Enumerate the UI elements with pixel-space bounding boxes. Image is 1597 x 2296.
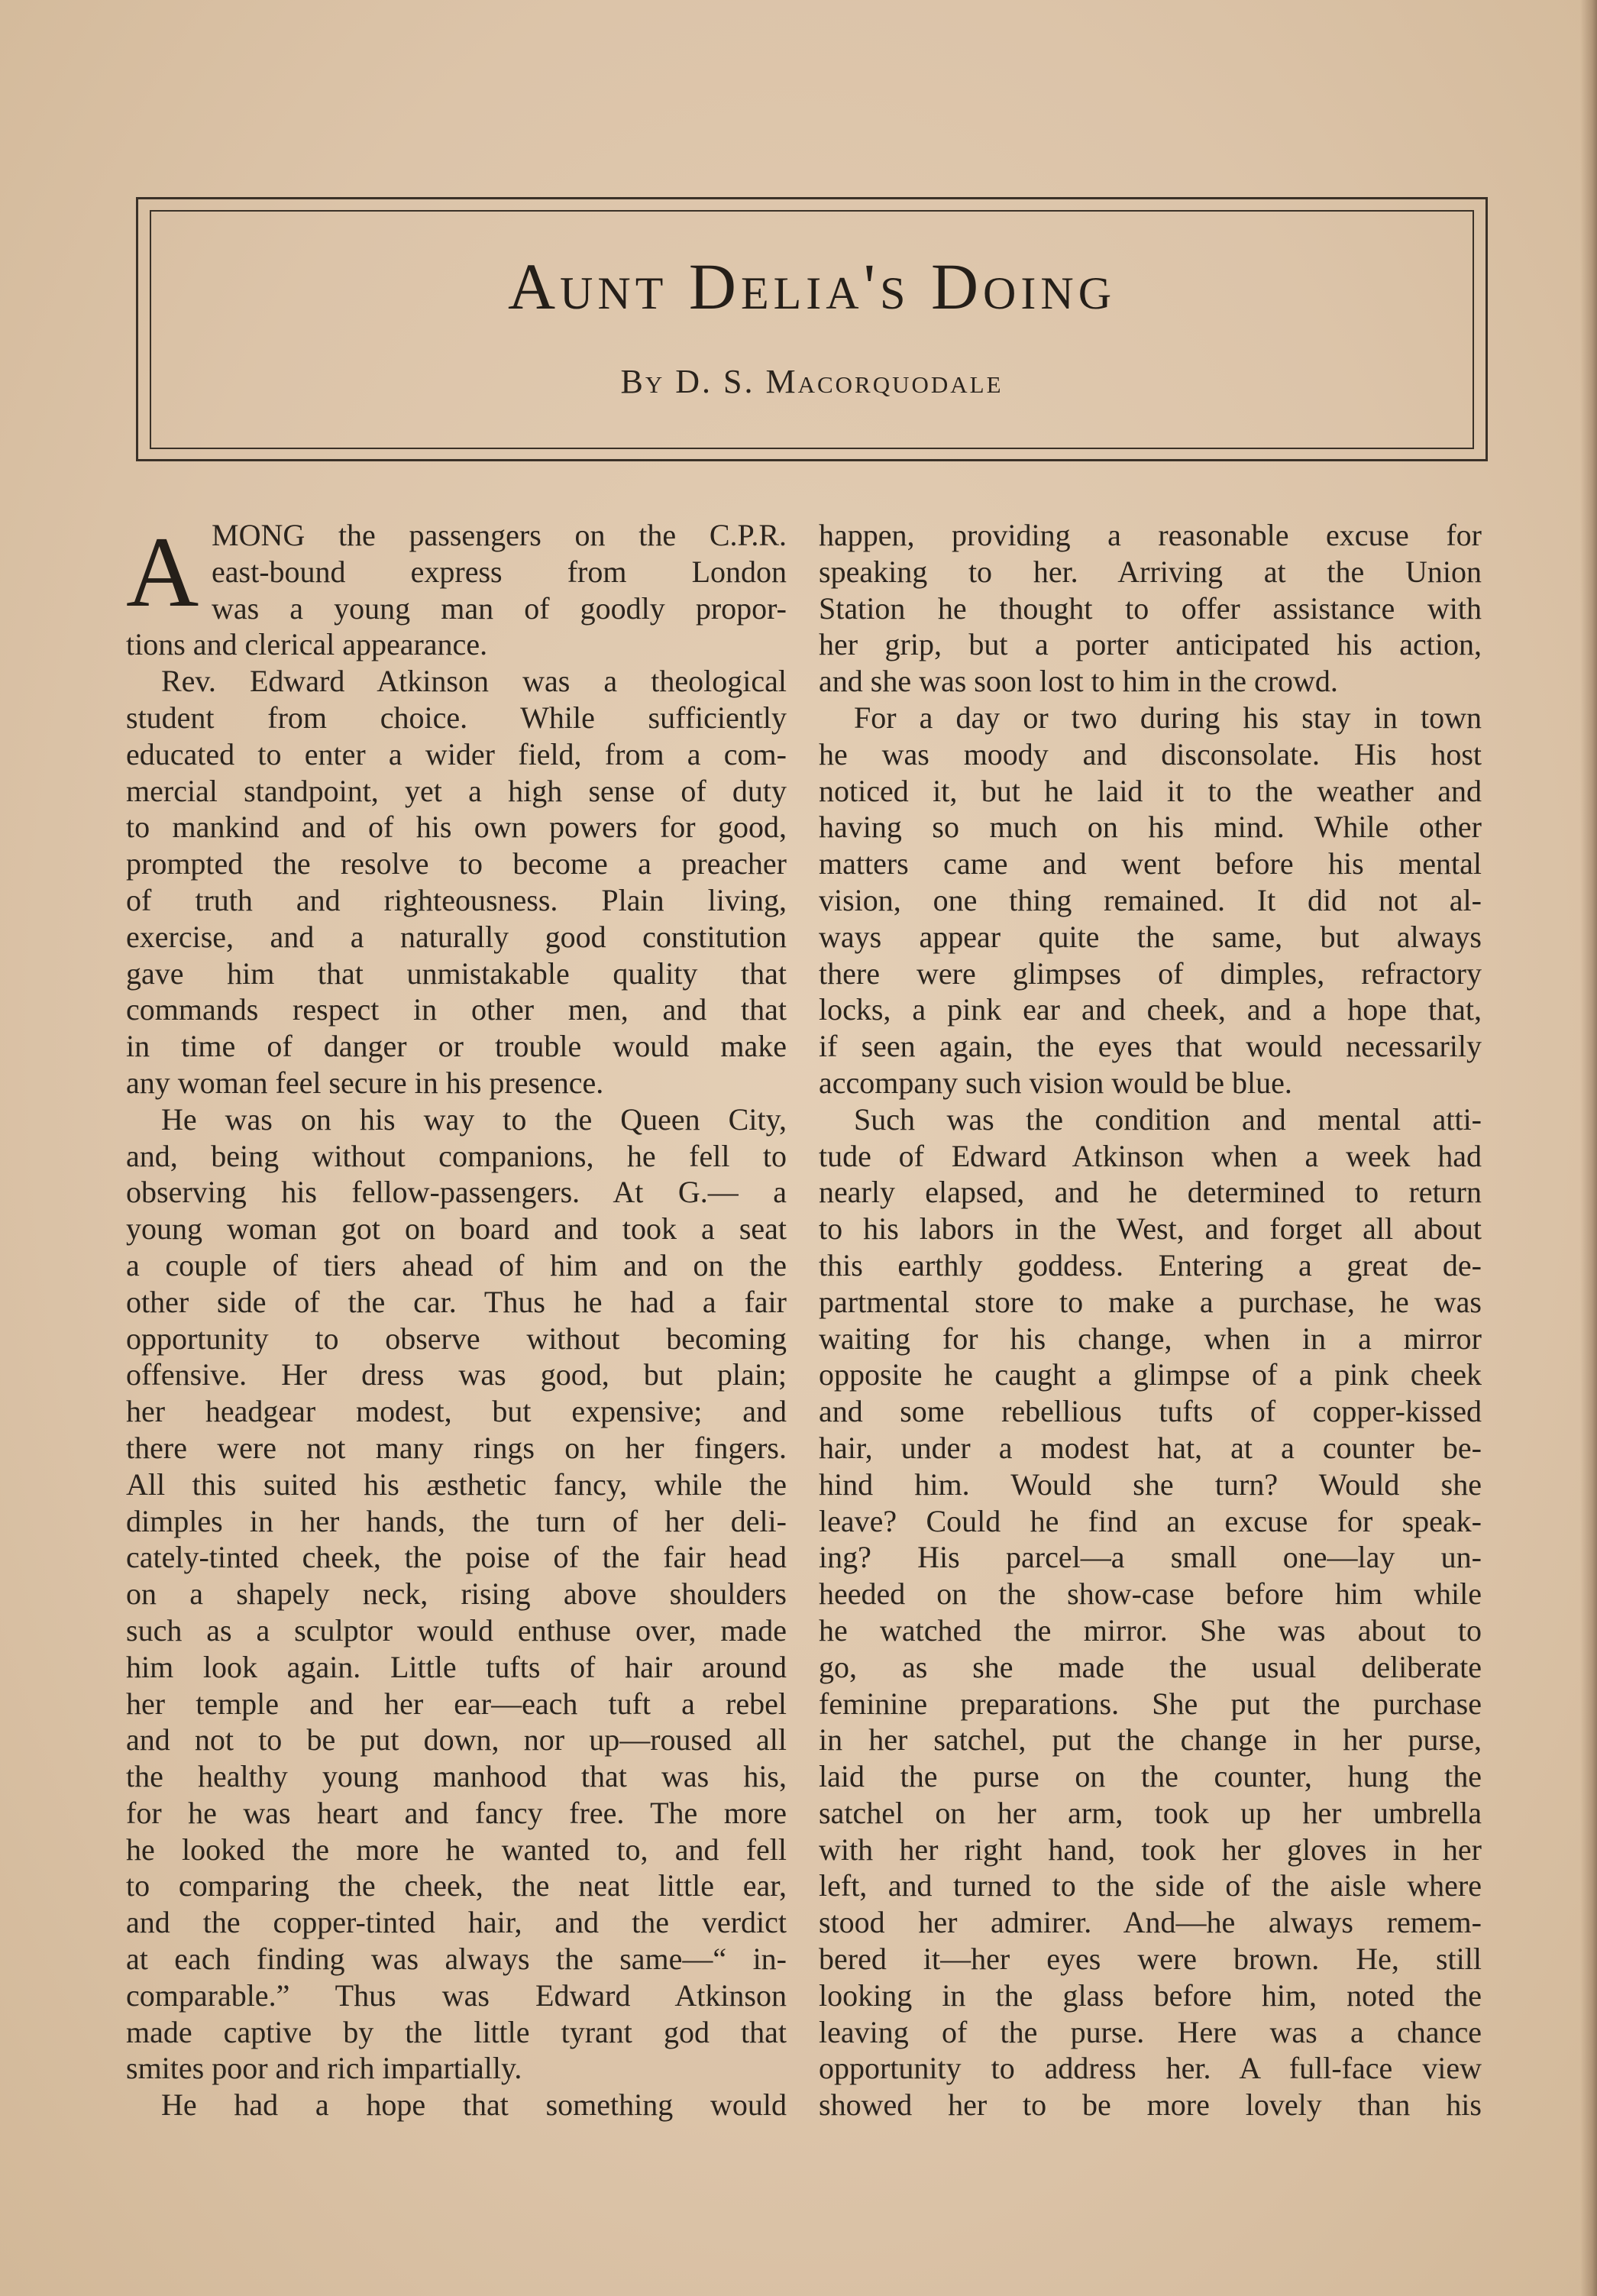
text-line: feminine preparations. She put the purchase xyxy=(819,1686,1482,1721)
text-line: observing his fellow-passengers. At G.— a xyxy=(126,1175,787,1210)
text-line: hind him. Would she turn? Would she xyxy=(819,1467,1482,1502)
text-line: MONG the passengers on the C.P.R. xyxy=(212,518,787,552)
text-line: east-bound express from London xyxy=(212,554,787,589)
text-line: leaving of the purse. Here was a chance xyxy=(819,2014,1482,2049)
text-line: in time of danger or trouble would make xyxy=(126,1029,787,1064)
text-line: leave? Could he find an excuse for speak- xyxy=(819,1503,1482,1538)
text-line: he looked the more he wanted to, and fell xyxy=(126,1832,787,1867)
text-line: for he was heart and fancy free. The more xyxy=(126,1795,787,1830)
text-line: Rev. Edward Atkinson was a theological xyxy=(161,664,787,699)
text-line: go, as she made the usual deliberate xyxy=(819,1649,1482,1684)
text-line: laid the purse on the counter, hung the xyxy=(819,1759,1482,1794)
text-line: on a shapely neck, rising above shoulders xyxy=(126,1576,787,1612)
text-line: and, being without companions, he fell to xyxy=(126,1138,787,1173)
text-line: He had a hope that something would xyxy=(161,2087,787,2123)
text-line: ways appear quite the same, but always xyxy=(819,919,1482,954)
text-line: opportunity to address her. A full-face view xyxy=(819,2051,1482,2086)
text-line: young woman got on board and took a seat xyxy=(126,1211,787,1247)
text-line: ing? His parcel—a small one—lay un- xyxy=(819,1540,1482,1575)
page-edge-shadow xyxy=(1580,0,1597,2296)
text-line: this earthly goddess. Entering a great de- xyxy=(819,1247,1482,1282)
text-line: left, and turned to the side of the aisle where xyxy=(819,1868,1482,1903)
text-line: in her satchel, put the change in her purse, xyxy=(819,1722,1482,1758)
text-line: if seen again, the eyes that would necessarily xyxy=(819,1029,1482,1064)
text-line: made captive by the little tyrant god that xyxy=(126,2014,787,2049)
text-line: her headgear modest, but expensive; and xyxy=(126,1394,787,1429)
text-line: to mankind and of his own powers for good, xyxy=(126,810,787,845)
text-line: a couple of tiers ahead of him and on the xyxy=(126,1247,787,1282)
text-line: the healthy young manhood that was his, xyxy=(126,1759,787,1794)
text-line: commands respect in other men, and that xyxy=(126,992,787,1027)
text-line: other side of the car. Thus he had a fair xyxy=(126,1284,787,1319)
text-line: nearly elapsed, and he determined to return xyxy=(819,1175,1482,1210)
text-line: waiting for his change, when in a mirror xyxy=(819,1321,1482,1356)
text-line: of truth and righteousness. Plain living, xyxy=(126,882,787,917)
text-line: to his labors in the West, and forget all about xyxy=(819,1211,1482,1247)
text-line: and she was soon lost to him in the crowd. xyxy=(819,664,1338,699)
text-line: prompted the resolve to become a preacher xyxy=(126,846,787,881)
text-line: bered it—her eyes were brown. He, still xyxy=(819,1942,1482,1977)
text-line: speaking to her. Arriving at the Union xyxy=(819,554,1482,589)
text-line: showed her to be more lovely than his xyxy=(819,2087,1482,2123)
article-title: Aunt Delia's Doing xyxy=(507,250,1117,323)
text-line: and some rebellious tufts of copper-kissed xyxy=(819,1394,1482,1429)
text-line: vision, one thing remained. It did not al- xyxy=(819,882,1482,917)
text-line: at each finding was always the same—“ in- xyxy=(126,1942,787,1977)
text-line: he watched the mirror. She was about to xyxy=(819,1612,1482,1648)
text-column-right xyxy=(819,517,1482,2123)
article-byline: By D. S. Macorquodale xyxy=(620,363,1004,400)
text-line: accompany such vision would be blue. xyxy=(819,1065,1292,1100)
text-line: He was on his way to the Queen City, xyxy=(161,1101,787,1137)
text-line: Such was the condition and mental atti- xyxy=(854,1101,1482,1137)
text-line: there were glimpses of dimples, refractory xyxy=(819,956,1482,991)
text-line: was a young man of goodly propor- xyxy=(212,590,787,626)
text-line: having so much on his mind. While other xyxy=(819,810,1482,845)
text-line: happen, providing a reasonable excuse for xyxy=(819,518,1482,552)
text-line: dimples in her hands, the turn of her deli- xyxy=(126,1503,787,1538)
text-column-left xyxy=(126,517,787,2123)
text-line: opposite he caught a glimpse of a pink cheek xyxy=(819,1357,1482,1392)
text-line: matters came and went before his mental xyxy=(819,846,1482,881)
text-line: such as a sculptor would enthuse over, made xyxy=(126,1612,787,1648)
text-line: opportunity to observe without becoming xyxy=(126,1321,787,1356)
text-line: All this suited his æsthetic fancy, while the xyxy=(126,1467,787,1502)
text-line: any woman feel secure in his presence. xyxy=(126,1065,604,1100)
text-line: educated to enter a wider field, from a com- xyxy=(126,736,787,771)
text-line: her grip, but a porter anticipated his action, xyxy=(819,627,1482,662)
text-line: him look again. Little tufts of hair around xyxy=(126,1649,787,1684)
text-line: cately-tinted cheek, the poise of the fair head xyxy=(126,1540,787,1575)
text-line: he was moody and disconsolate. His host xyxy=(819,736,1482,771)
text-line: to comparing the cheek, the neat little ear, xyxy=(126,1868,787,1903)
text-line: and the copper-tinted hair, and the verdict xyxy=(126,1905,787,1940)
text-line: tude of Edward Atkinson when a week had xyxy=(819,1138,1482,1173)
text-line: her temple and her ear—each tuft a rebel xyxy=(126,1686,787,1721)
drop-cap: A xyxy=(126,516,199,628)
text-line: For a day or two during his stay in town xyxy=(854,700,1482,735)
text-line: student from choice. While sufficiently xyxy=(126,700,787,735)
text-line: offensive. Her dress was good, but plain; xyxy=(126,1357,787,1392)
text-line: with her right hand, took her gloves in her xyxy=(819,1832,1482,1867)
text-line: tions and clerical appearance. xyxy=(126,627,488,662)
text-line: gave him that unmistakable quality that xyxy=(126,956,787,991)
text-line: noticed it, but he laid it to the weather and xyxy=(819,773,1482,808)
text-line: partmental store to make a purchase, he was xyxy=(819,1284,1482,1319)
text-line: looking in the glass before him, noted the xyxy=(819,1977,1482,2013)
text-line: stood her admirer. And—he always remem- xyxy=(819,1905,1482,1940)
title-frame-inner xyxy=(150,210,1474,449)
text-line: exercise, and a naturally good constitution xyxy=(126,919,787,954)
text-line: and not to be put down, nor up—roused all xyxy=(126,1722,787,1758)
text-line: comparable.” Thus was Edward Atkinson xyxy=(126,1977,787,2013)
text-line: there were not many rings on her fingers. xyxy=(126,1430,787,1465)
text-line: Station he thought to offer assistance with xyxy=(819,590,1482,626)
text-line: hair, under a modest hat, at a counter be- xyxy=(819,1430,1482,1465)
text-line: satchel on her arm, took up her umbrella xyxy=(819,1795,1482,1830)
text-line: locks, a pink ear and cheek, and a hope that, xyxy=(819,992,1482,1027)
text-line: smites poor and rich impartially. xyxy=(126,2051,522,2086)
text-line: mercial standpoint, yet a high sense of duty xyxy=(126,773,787,808)
text-line: heeded on the show-case before him while xyxy=(819,1576,1482,1612)
